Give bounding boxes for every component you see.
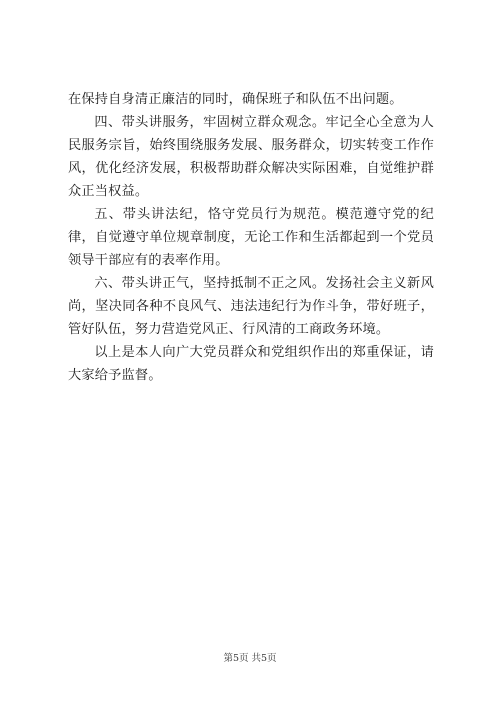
paragraph-continuation: 在保持自身清正廉洁的同时，确保班子和队伍不出问题。 [68,92,403,107]
paragraph-item-four: 四、带头讲服务，牢固树立群众观念。牢记全心全意为人民服务宗旨，始终围绕服务发展、服务群众，切实转变工作作风，优化经济发展，积极帮助群众解决实际困难，自觉维护群众正当权益。 [68,115,434,199]
paragraph-item-five: 五、带头讲法纪，恪守党员行为规范。模范遵守党的纪律，自觉遵守单位规章制度，无论工作和生活都起到一个党员领导干部应有的表率作用。 [68,207,434,268]
document-body [68,88,434,387]
paragraph-item-six: 六、带头讲正气，坚持抵制不正之风。发扬社会主义新风尚，坚决同各种不良风气、违法违纪行为作斗争，带好班子，管好队伍，努力营造党风正、行风清的工商政务环境。 [68,276,434,337]
paragraph-closing: 以上是本人向广大党员群众和党组织作出的郑重保证，请大家给予监督。 [68,345,434,383]
page-number-footer: 第5页 共5页 [223,653,277,664]
